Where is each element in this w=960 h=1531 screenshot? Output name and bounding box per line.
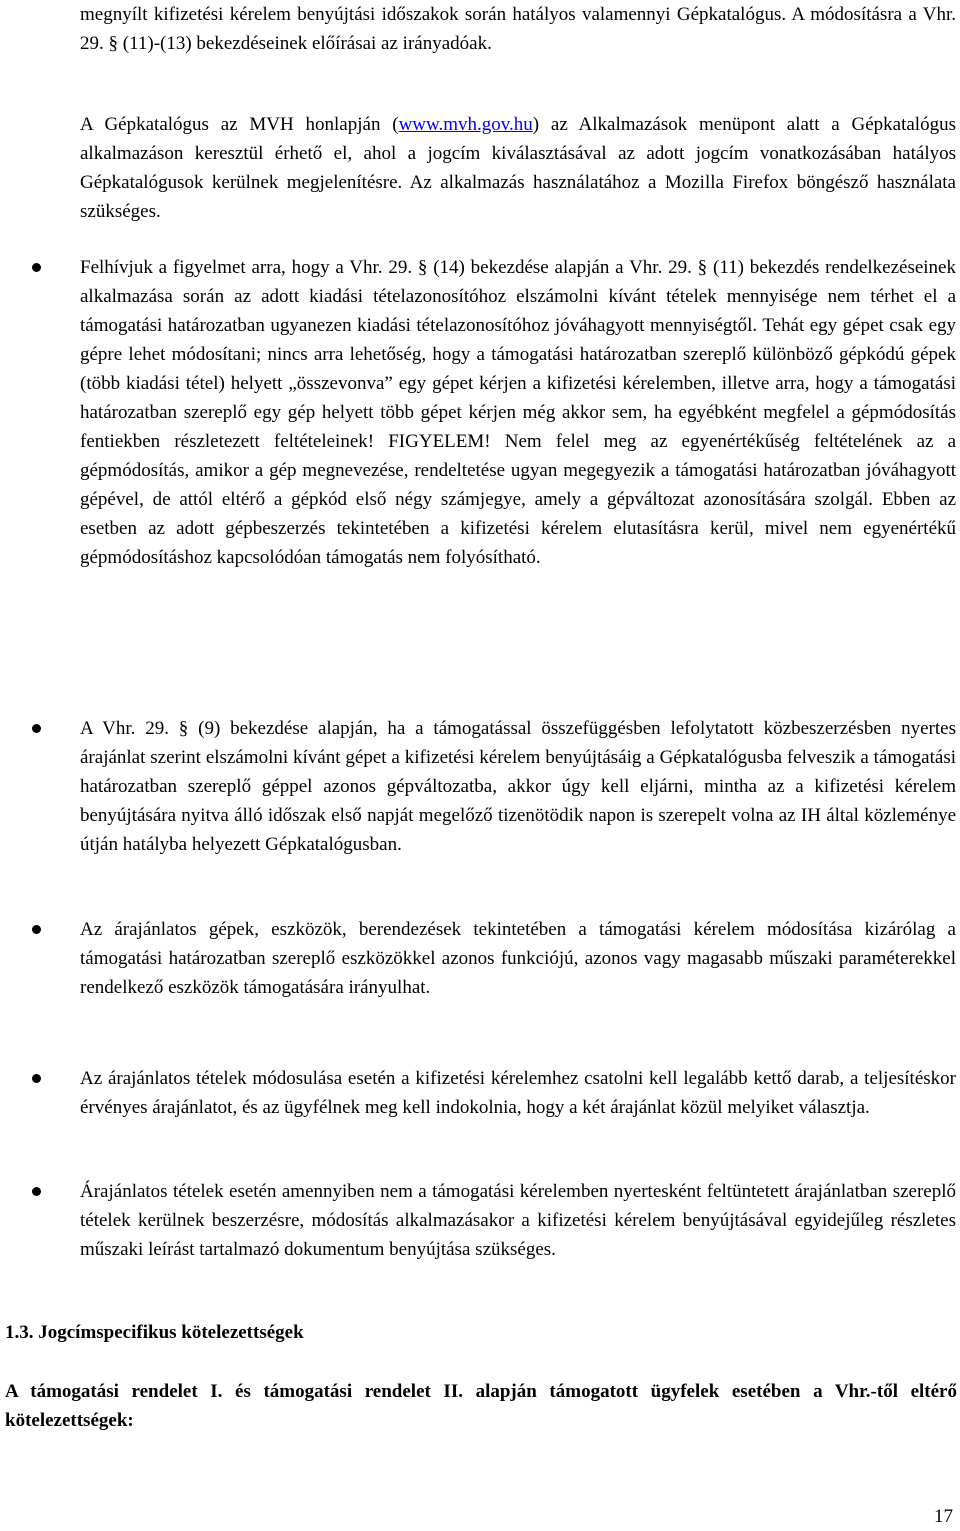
bullet-icon xyxy=(32,1074,41,1083)
section-heading: 1.3. Jogcímspecifikus kötelezettségek xyxy=(5,1322,304,1343)
list-item-text: Az árajánlatos gépek, eszközök, berendezések tekintetében a támogatási kérelem módosítása kizárólag a támogatási határozatban szereplő eszközökkel azonos funkciójú, azonos vagy magasabb műszaki paraméterekkel rendelkező eszközök támogatására irányulhat. xyxy=(80,919,956,998)
catalog-paragraph xyxy=(80,110,956,226)
bullet-icon xyxy=(32,724,41,733)
catalog-text-before-link: A Gépkatalógus az MVH honlapján ( xyxy=(80,114,399,135)
paragraph-continuation: megnyílt kifizetési kérelem benyújtási időszakok során hatályos valamennyi Gépkatalógus. A módosításra a Vhr. 29. § (11)-(13) bekezdéseinek előírásai az irányadóak. xyxy=(80,4,956,54)
bullet-icon xyxy=(32,1187,41,1196)
list-item-text: Felhívjuk a figyelmet arra, hogy a Vhr. 29. § (14) bekezdése alapján a Vhr. 29. § (11) bekezdés rendelkezéseinek alkalmazása során az adott kiadási tételazonosítóhoz elszámolni kívánt tételek mennyisége nem térhet el a támogatási határozatban ugyanezen kiadási tételazonosítóhoz jóváhagyott mennyiségtől. Tehát egy gépet csak egy gépre lehet módosítani; nincs arra lehetőség, hogy a támogatási határozatban szereplő különböző gépkódú gépek (több kiadási tétel) helyett „összevonva” egy gépet kérjen a kifizetési kérelemben, illetve arra, hogy a támogatási határozatban szereplő egy gép helyett több gépet kérjen még akkor sem, ha egyébként megfelel a gépmódosítás fentiekben részletezett feltételeinek! FIGYELEM! Nem felel meg az egyenértékűség feltételének az a gépmódosítás, amikor a gép megnevezése, rendeltetése ugyan megegyezik a támogatási határozatban jóváhagyott gépével, de attól eltérő a gépkód első négy számjegye, amely a gépváltozat azonosítására szolgál. Ebben az esetben az adott gépbeszerzés tekintetében a kifizetési kérelem elutasításra kerül, mivel nem egyenértékű gépmódosításhoz kapcsolódóan támogatás nem folyósítható. xyxy=(80,257,956,568)
page-number: 17 xyxy=(934,1506,953,1527)
bullet-icon xyxy=(32,263,41,272)
list-item-text: A Vhr. 29. § (9) bekezdése alapján, ha a támogatással összefüggésben lefolytatott közbeszerzésben nyertes árajánlat szerint elszámolni kívánt gépet a kifizetési kérelem benyújtásáig a Gépkatalógusba felveszik a támogatási határozatban szereplő géppel azonos gépváltozatba, akkor úgy kell eljárni, mintha az a kifizetési kérelem benyújtására nyitva álló időszak első napját megelőző tizenötödik napon is szerepelt volna az IH által közleménye útján hatályba helyezett Gépkatalógusban. xyxy=(80,718,956,855)
catalog-text-after-link: ) az Alkalmazások menüpont alatt a Gépkatalógus alkalmazáson keresztül érhető el, ahol a jogcím kiválasztásával az adott jogcím vonatkozásában hatályos Gépkatalógusok kerülnek megjelenítésre. Az alkalmazás használatához a Mozilla Firefox böngésző használata szükséges. xyxy=(80,114,956,222)
section-subheading: A támogatási rendelet I. és támogatási rendelet II. alapján támogatott ügyfelek esetében a Vhr.-től eltérő kötelezettségek: xyxy=(5,1381,957,1431)
list-item-text: Az árajánlatos tételek módosulása esetén a kifizetési kérelemhez csatolni kell legalább kettő darab, a teljesítéskor érvényes árajánlatot, és az ügyfélnek meg kell indokolnia, hogy a két árajánlat közül melyiket választja. xyxy=(80,1068,956,1118)
bullet-icon xyxy=(32,925,41,934)
list-item-text: Árajánlatos tételek esetén amennyiben nem a támogatási kérelemben nyertesként feltüntetett árajánlatban szereplő tételek kerülnek beszerzésre, módosítás alkalmazásakor a kifizetési kérelem benyújtásával egyidejűleg részletes műszaki leírást tartalmazó dokumentum benyújtása szükséges. xyxy=(80,1181,956,1260)
mvh-website-link[interactable]: www.mvh.gov.hu xyxy=(398,114,533,135)
